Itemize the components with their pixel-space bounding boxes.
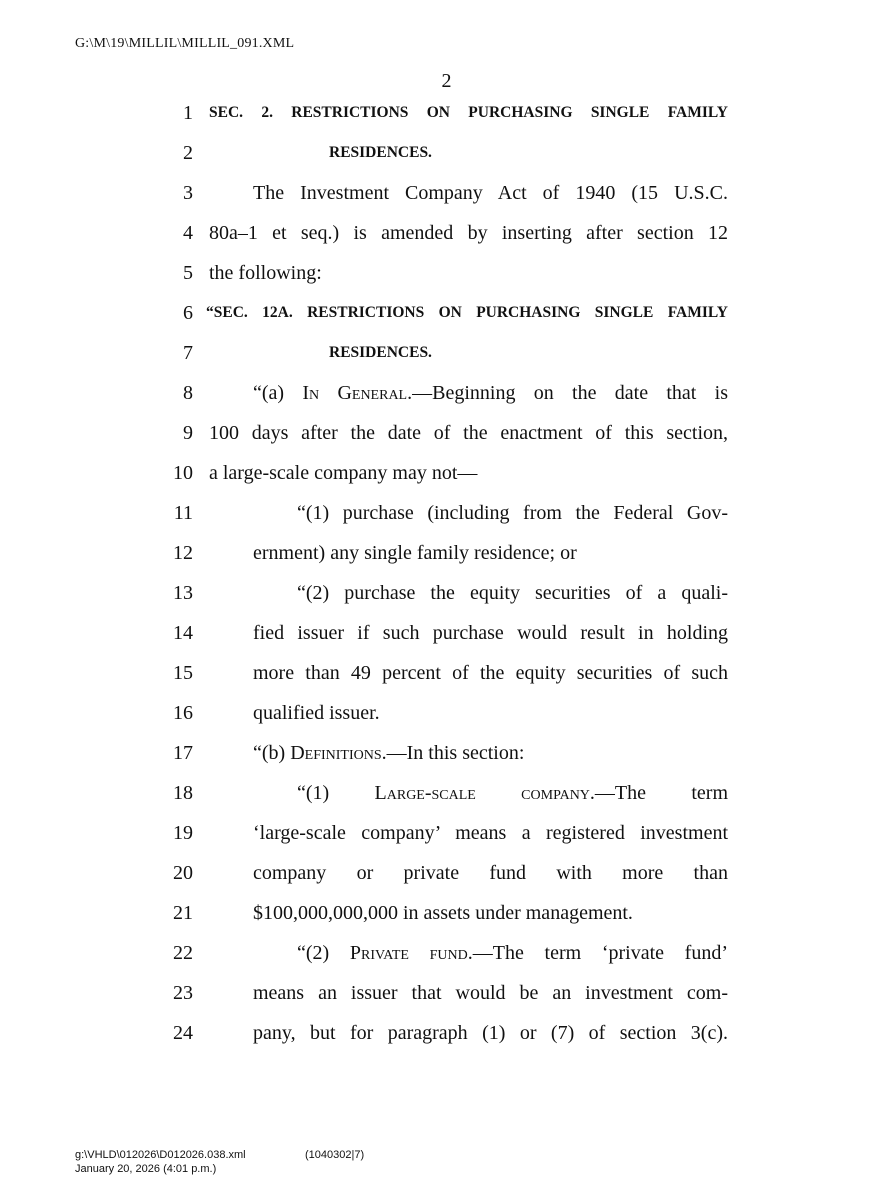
line-text: ‘large-scale company’ means a registered investment — [253, 822, 728, 844]
bill-line-5 — [0, 258, 893, 288]
footer-reference: (1040302|7) — [305, 1149, 365, 1161]
line-number: 24 — [173, 1022, 193, 1044]
subsection-heading: Definitions — [290, 742, 382, 764]
paragraph-text: .—The term ‘private fund’ — [467, 942, 728, 964]
line-number: 16 — [173, 702, 193, 724]
bill-line-22 — [0, 938, 893, 968]
line-number: 12 — [173, 542, 193, 564]
line-text: “(1) purchase (including from the Federal Gov- — [297, 502, 728, 524]
bill-line-7 — [0, 338, 893, 368]
line-text: 100 days after the date of the enactment of this section, — [209, 422, 728, 444]
section-heading: SEC. 2. RESTRICTIONS ON PURCHASING SINGLE FAMILY — [209, 104, 728, 121]
line-text: $100,000,000,000 in assets under management. — [253, 902, 633, 924]
bill-line-10 — [0, 458, 893, 488]
page-number: 2 — [441, 70, 452, 92]
paragraph-text: .—The term — [589, 782, 728, 804]
line-number: 11 — [173, 502, 193, 524]
footer-file-path: g:\VHLD\012026\D012026.038.xml — [75, 1149, 246, 1161]
section-heading-cont: RESIDENCES. — [329, 144, 432, 161]
line-number: 19 — [173, 822, 193, 844]
line-number: 18 — [173, 782, 193, 804]
line-text: a large-scale company may not— — [209, 462, 478, 484]
line-number: 6 — [183, 302, 193, 324]
paragraph-enum: “(2) — [297, 942, 350, 964]
line-text: more than 49 percent of the equity securities of such — [253, 662, 728, 684]
document-footer — [75, 1148, 365, 1176]
bill-line-8 — [0, 378, 893, 408]
line-text: pany, but for paragraph (1) or (7) of section 3(c). — [253, 1022, 728, 1044]
subsection-text: .—In this section: — [381, 742, 525, 764]
subsection-enum: “(b) — [253, 742, 291, 764]
line-text — [297, 938, 728, 968]
bill-line-20 — [0, 858, 893, 888]
line-number: 15 — [173, 662, 193, 684]
bill-line-3 — [0, 178, 893, 208]
line-number: 8 — [183, 382, 193, 404]
line-text: The Investment Company Act of 1940 (15 U.S.C. — [253, 182, 728, 204]
line-text: fied issuer if such purchase would result in holding — [253, 622, 728, 644]
subsection-text: .—Beginning on the date that is — [407, 382, 728, 404]
line-text: “(2) purchase the equity securities of a quali- — [297, 582, 728, 604]
line-text: qualified issuer. — [253, 702, 380, 724]
line-text: company or private fund with more than — [253, 862, 728, 884]
paragraph-enum: “(1) — [297, 782, 375, 804]
line-number: 14 — [173, 622, 193, 644]
paragraph-heading: Large-scale company — [374, 782, 590, 804]
line-number: 7 — [183, 342, 193, 364]
line-number: 3 — [183, 182, 193, 204]
bill-line-23 — [0, 978, 893, 1008]
paragraph-heading: Private fund — [349, 942, 468, 964]
line-text: the following: — [209, 262, 322, 284]
bill-line-4 — [0, 218, 893, 248]
bill-line-15 — [0, 658, 893, 688]
line-text — [253, 378, 728, 408]
line-number: 20 — [173, 862, 193, 884]
bill-line-24 — [0, 1018, 893, 1048]
bill-line-12 — [0, 538, 893, 568]
line-number: 13 — [173, 582, 193, 604]
line-text — [253, 738, 524, 768]
bill-line-11 — [0, 498, 893, 528]
bill-line-19 — [0, 818, 893, 848]
line-number: 5 — [183, 262, 193, 284]
bill-line-18 — [0, 778, 893, 808]
line-text: ernment) any single family residence; or — [253, 542, 577, 564]
line-number: 17 — [173, 742, 193, 764]
line-number: 23 — [173, 982, 193, 1004]
line-text — [297, 778, 728, 808]
line-text: means an issuer that would be an investment com- — [253, 982, 728, 1004]
bill-line-1 — [0, 98, 893, 128]
section-heading: “SEC. 12A. RESTRICTIONS ON PURCHASING SINGLE FAMILY — [206, 304, 728, 321]
bill-line-16 — [0, 698, 893, 728]
bill-line-13 — [0, 578, 893, 608]
bill-line-2 — [0, 138, 893, 168]
line-number: 10 — [173, 462, 193, 484]
line-text: 80a–1 et seq.) is amended by inserting after section 12 — [209, 222, 728, 244]
line-number: 2 — [183, 142, 193, 164]
line-number: 1 — [183, 102, 193, 124]
bill-line-9 — [0, 418, 893, 448]
bill-line-6 — [0, 298, 893, 328]
bill-line-14 — [0, 618, 893, 648]
section-heading-cont: RESIDENCES. — [329, 344, 432, 361]
line-number: 4 — [183, 222, 193, 244]
file-path-header: G:\M\19\MILLIL\MILLIL_091.XML — [75, 36, 295, 51]
bill-line-17 — [0, 738, 893, 768]
line-number: 9 — [183, 422, 193, 444]
subsection-enum: “(a) — [253, 382, 303, 404]
bill-line-21 — [0, 898, 893, 928]
line-number: 21 — [173, 902, 193, 924]
footer-date: January 20, 2026 (4:01 p.m.) — [75, 1163, 217, 1175]
subsection-heading: In General — [302, 382, 408, 404]
line-number: 22 — [173, 942, 193, 964]
